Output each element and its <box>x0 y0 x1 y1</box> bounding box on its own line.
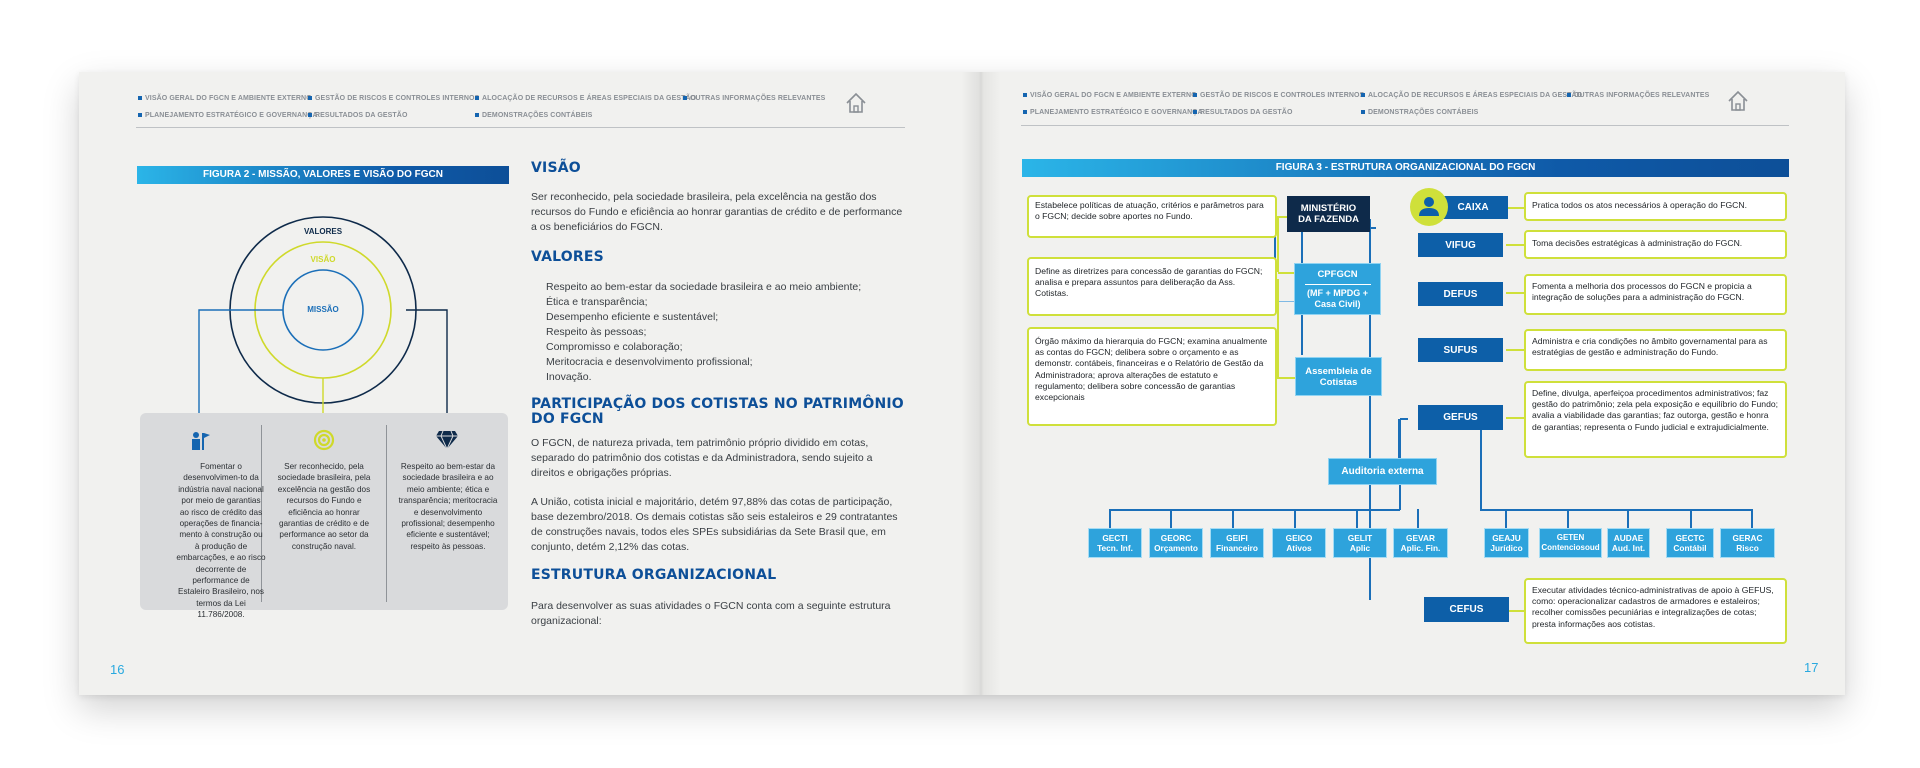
connector-line <box>1751 509 1753 529</box>
book-spine <box>961 72 1001 695</box>
list-item: Respeito às pessoas; <box>546 326 647 338</box>
vifug-label: VIFUG <box>1445 239 1476 251</box>
unit-name: Aplic. Fin. <box>1400 543 1441 553</box>
unit-box <box>1539 528 1602 558</box>
participacao-text-2: A União, cotista inicial e majoritário, detém 97,88% das cotas de participação, base dezembro/2018. Os demais cotistas são seis estaleiros e 29 contratantes de construções navais, todos eles SPEs subsidiárias da Sete Brasil que, em conjunto, detém 2,12% das cotas. <box>531 496 898 553</box>
card-divider <box>386 425 387 602</box>
desc-sufus: Administra e cria condições no âmbito governamental para as estratégias de gestão e administração do Fundo. <box>1524 329 1787 371</box>
cefus-box <box>1424 597 1509 622</box>
unit-code: GELIT <box>1347 533 1373 543</box>
unit-code: GEICO <box>1285 533 1313 543</box>
connector-line <box>1480 419 1482 510</box>
valores-list <box>546 280 906 385</box>
nav-other-info[interactable]: OUTRAS INFORMAÇÕES RELEVANTES <box>683 95 825 102</box>
desc-caixa: Pratica todos os atos necessários à operação do FGCN. <box>1524 192 1787 221</box>
connector-line <box>1505 509 1507 529</box>
valores-heading: VALORES <box>531 249 604 265</box>
unit-name: Financeiro <box>1216 543 1258 553</box>
nav-resources-right[interactable]: ALOCAÇÃO DE RECURSOS E ÁREAS ESPECIAIS DA GESTÃO <box>1361 92 1582 99</box>
visao-text: Ser reconhecido, pela sociedade brasileira, pela excelência na gestão dos recursos do Fundo e eficiência ao honrar garantias de crédito e de performance a os beneficiários do FGCN. <box>531 191 903 233</box>
unit-box <box>1666 528 1714 558</box>
nav-results[interactable]: RESULTADOS DA GESTÃO <box>308 112 407 119</box>
unit-box <box>1149 528 1203 558</box>
nav-risks[interactable]: GESTÃO DE RISCOS E CONTROLES INTERNOS <box>308 95 479 102</box>
ministerio-label: MINISTÉRIO DA FAZENDA <box>1298 203 1359 225</box>
unit-code: GERAC <box>1732 533 1763 543</box>
unit-box <box>1210 528 1264 558</box>
unit-name: Contábil <box>1673 543 1707 553</box>
desc-cefus: Executar atividades técnico-administrativas de apoio à GEFUS, como: operacionalizar cadastros de armadores e estaleiros; recolher comissões pecuniárias e integralizações de cotas; presta informações aos cotistas. <box>1524 578 1787 644</box>
connector-line <box>1279 216 1287 218</box>
target-icon <box>312 428 336 452</box>
nav-planning-right[interactable]: PLANEJAMENTO ESTRATÉGICO E GOVERNANÇA <box>1023 109 1203 116</box>
connector-line <box>1170 509 1172 529</box>
visao-heading: VISÃO <box>531 160 581 176</box>
list-item: Meritocracia e desenvolvimento profissional; <box>546 356 753 368</box>
participacao-text-1: O FGCN, de natureza privada, tem patrimônio próprio dividido em cotas, separado do patrimônio dos cotistas e da Administradora, sendo sujeito a direitos e obrigações próprias. <box>531 437 873 479</box>
nav-resources[interactable]: ALOCAÇÃO DE RECURSOS E ÁREAS ESPECIAIS DA GESTÃO <box>475 95 696 102</box>
cpfgcn-label: CPFGCN <box>1317 268 1358 280</box>
unit-code: GEIFI <box>1226 533 1248 543</box>
diamond-icon <box>435 428 459 450</box>
page-number-right: 17 <box>1804 660 1819 675</box>
connector-line <box>1506 244 1524 246</box>
ministerio-fazenda-box <box>1287 196 1370 232</box>
sufus-label: SUFUS <box>1443 344 1478 356</box>
estrutura-heading: ESTRUTURA ORGANIZACIONAL <box>531 567 777 583</box>
unit-name: Aud. Int. <box>1611 543 1646 553</box>
connector-line <box>1400 418 1408 420</box>
list-item: Respeito ao bem-estar da sociedade brasileira e ao meio ambiente; <box>546 281 862 293</box>
desc-gefus: Define, divulga, aperfeiçoa procedimentos administrativos; faz gestão do patrimônio; zela pela exposição e equilíbrio do Fundo; avalia a viabilidade das garantias; faz outorga, gestão e honra de garantias; representa o Fundo judicial e extrajudicialmente. <box>1524 381 1787 458</box>
unit-code: GEORC <box>1160 533 1192 543</box>
user-icon <box>1409 187 1449 227</box>
mission-vision-values-diagram <box>136 210 516 425</box>
nav-overview-right[interactable]: VISÃO GERAL DO FGCN E AMBIENTE EXTERNO <box>1023 92 1197 99</box>
desc-assembleia: Órgão máximo da hierarquia do FGCN; examina anualmente as contas do FGCN; delibera sobre o orçamento e as demonstr. contábeis, financeiras e o Relatório de Gestão da Administradora; aprova alterações de estatuto e regulamento; delibera sobre concessão de garantias excepcionais <box>1027 327 1277 426</box>
list-item: Desempenho eficiente e sustentável; <box>546 311 719 323</box>
connector-line <box>1417 509 1419 529</box>
label-visao: VISÃO <box>310 255 336 264</box>
unit-code: GECTI <box>1102 533 1128 543</box>
connector-line <box>1506 292 1524 294</box>
unit-code: GECTC <box>1675 533 1705 543</box>
figure-2-title: FIGURA 2 - MISSÃO, VALORES E VISÃO DO FGCN <box>137 166 509 184</box>
list-item: Inovação. <box>546 371 592 383</box>
nav-other-info-right[interactable]: OUTRAS INFORMAÇÕES RELEVANTES <box>1567 92 1709 99</box>
cpfgcn-sub-label: (MF + MPDG + Casa Civil) <box>1306 287 1368 309</box>
unit-code: AUDAE <box>1613 533 1644 543</box>
unit-box <box>1088 528 1142 558</box>
connector-line <box>1480 509 1752 511</box>
connector-line <box>1627 509 1629 529</box>
unit-box <box>1393 528 1448 558</box>
unit-name: Tecn. Inf. <box>1097 543 1133 553</box>
desc-vifug: Toma decisões estratégicas à administração do FGCN. <box>1524 230 1787 259</box>
connector-line <box>1294 509 1296 529</box>
participacao-heading: PARTICIPAÇÃO DOS COTISTAS NO PATRIMÔNIO <box>531 396 904 412</box>
vision-card-text: Ser reconhecido, pela sociedade brasileira, pela excelência na gestão dos recursos do Fundo e eficiência ao honrar garantias de crédito e de performance ao setor da construção naval. <box>277 462 371 551</box>
unit-box <box>1484 528 1529 558</box>
home-icon[interactable] <box>1727 90 1749 112</box>
unit-name: Jurídico <box>1490 543 1523 553</box>
connector-line <box>1506 349 1524 351</box>
unit-code: GETEN <box>1556 533 1585 542</box>
unit-box <box>1333 528 1387 558</box>
page-number-left: 16 <box>110 662 125 677</box>
nav-risks-right[interactable]: GESTÃO DE RISCOS E CONTROLES INTERNOS <box>1193 92 1364 99</box>
nav-results-right[interactable]: RESULTADOS DA GESTÃO <box>1193 109 1292 116</box>
connector-line <box>1506 417 1524 419</box>
people-flag-icon <box>189 430 211 452</box>
desc-defus: Fomenta a melhoria dos processos do FGCN e propicia a integração de soluções para a administração do FGCN. <box>1524 274 1787 315</box>
unit-code: GEAJU <box>1492 533 1521 543</box>
header-divider <box>136 127 905 128</box>
label-valores: VALORES <box>303 227 343 236</box>
cpfgcn-box <box>1294 263 1381 315</box>
nav-statements-right[interactable]: DEMONSTRAÇÕES CONTÁBEIS <box>1361 109 1478 116</box>
connector-line <box>1278 272 1295 274</box>
nav-planning[interactable]: PLANEJAMENTO ESTRATÉGICO E GOVERNANÇA <box>138 112 318 119</box>
desc-cpfgcn: Define as diretrizes para concessão de garantias do FGCN; analisa e prepara assuntos para deliberação da Ass. Cotistas. <box>1027 257 1277 316</box>
participacao-heading-cont: DO FGCN <box>531 411 604 427</box>
connector-line <box>1690 509 1692 529</box>
sufus-box <box>1418 338 1503 362</box>
auditoria-externa-box <box>1328 458 1437 485</box>
list-item: Ética e transparência; <box>546 296 648 308</box>
caixa-label: CAIXA <box>1457 202 1489 213</box>
connector-line <box>1508 207 1524 209</box>
desc-ministerio: Estabelece políticas de atuação, critérios e parâmetros para o FGCN; decide sobre aportes no Fundo. <box>1027 195 1277 238</box>
estrutura-text: Para desenvolver as suas atividades o FGCN conta com a seguinte estrutura organizacional: <box>531 600 891 627</box>
header-divider <box>1021 125 1789 126</box>
defus-label: DEFUS <box>1443 288 1478 300</box>
nav-statements[interactable]: DEMONSTRAÇÕES CONTÁBEIS <box>475 112 592 119</box>
unit-box <box>1720 528 1775 558</box>
unit-name: Aplic <box>1349 543 1371 553</box>
unit-box <box>1607 528 1650 558</box>
list-item: Compromisso e colaboração; <box>546 341 683 353</box>
figure-3-title: FIGURA 3 - ESTRUTURA ORGANIZACIONAL DO FGCN <box>1022 159 1789 177</box>
home-icon[interactable] <box>845 92 867 114</box>
unit-code: GEVAR <box>1406 533 1435 543</box>
unit-name: Risco <box>1736 543 1759 553</box>
connector-line <box>1356 509 1358 529</box>
values-card-text: Respeito ao bem-estar da sociedade brasileira e ao meio ambiente; ética e transparência; meritocracia e desenvolvimento profissional; desempenho eficiente e sustentável; respeito às pessoas. <box>398 462 498 551</box>
divider <box>1305 284 1371 285</box>
unit-box <box>1272 528 1326 558</box>
connector-line <box>1109 509 1111 529</box>
defus-box <box>1418 282 1503 306</box>
unit-name: Ativos <box>1286 543 1312 553</box>
connector-line <box>1567 509 1569 529</box>
mission-card-text: Fomentar o desenvolvimen-to da indústria naval nacional por meio de garantias ao risco de crédito das operações de financia-mento à construção ou à produção de embarcações, e ao risco decorrente de performance de Estaleiro Brasileiro, nos termos da Lei 11.786/2008. <box>176 462 266 620</box>
gefus-box <box>1418 405 1503 430</box>
unit-name: Contenciosoud <box>1541 543 1600 552</box>
unit-name: Orçamento <box>1154 543 1198 553</box>
assembleia-label: Assembleia de Cotistas <box>1305 365 1372 388</box>
connector-line <box>1277 279 1279 379</box>
connector-line <box>1370 227 1376 229</box>
gefus-label: GEFUS <box>1443 412 1478 423</box>
cefus-label: CEFUS <box>1449 604 1484 615</box>
vifug-box <box>1418 233 1503 257</box>
auditoria-label: Auditoria externa <box>1341 466 1424 477</box>
nav-overview[interactable]: VISÃO GERAL DO FGCN E AMBIENTE EXTERNO <box>138 95 312 102</box>
label-missao: MISSÃO <box>307 305 339 314</box>
connector-line <box>1277 216 1279 272</box>
assembleia-box <box>1295 357 1382 396</box>
connector-line <box>1232 509 1234 529</box>
